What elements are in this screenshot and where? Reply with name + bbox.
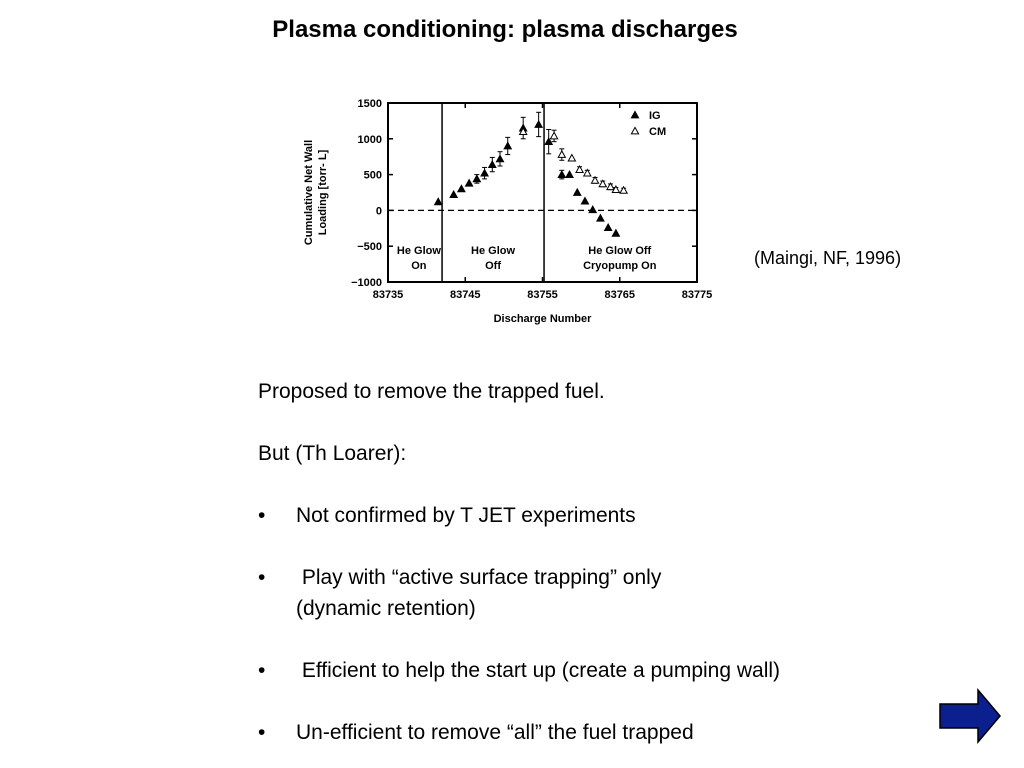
ig-point <box>558 171 565 177</box>
ig-point <box>605 224 612 230</box>
bullet-item <box>258 562 958 593</box>
bullet-text: Play with “active surface trapping” only <box>296 566 662 589</box>
ig-point <box>612 230 619 236</box>
ig-point <box>581 197 588 203</box>
bullet-continuation: (dynamic retention) <box>296 597 476 620</box>
cm-point <box>620 187 627 193</box>
ig-point <box>473 175 480 181</box>
ig-point <box>450 191 457 197</box>
cm-point <box>584 170 591 176</box>
bullet-item <box>258 717 958 748</box>
ig-point <box>597 215 604 221</box>
x-axis-label: Discharge Number <box>493 313 592 325</box>
ig-point <box>574 189 581 195</box>
ig-point <box>535 121 542 127</box>
wall-loading-chart <box>290 95 730 345</box>
bullet-marker: • <box>258 566 266 589</box>
bullet-text: Efficient to help the start up (create a pumping wall) <box>296 659 781 682</box>
x-tick-label: 83745 <box>449 289 481 301</box>
y-tick-label: 500 <box>363 169 382 182</box>
y-tick-label: 1500 <box>357 98 382 110</box>
bullet-marker: • <box>258 721 266 744</box>
x-tick-label: 83765 <box>604 289 636 301</box>
cm-point <box>576 166 583 172</box>
bullet-text: Not confirmed by T JET experiments <box>296 504 636 527</box>
slide-body <box>258 376 958 748</box>
y-tick-label: −1000 <box>351 277 382 289</box>
region-label: He Glow <box>471 245 516 257</box>
cm-point <box>568 155 575 161</box>
ig-point <box>504 142 511 148</box>
x-tick-label: 83755 <box>527 289 558 301</box>
ig-point <box>466 180 473 186</box>
region-label: He Glow Off <box>588 245 652 257</box>
region-label: He Glow <box>396 245 441 257</box>
x-tick-label: 83775 <box>681 289 713 301</box>
ig-point <box>589 206 596 212</box>
chart-labels <box>303 98 712 325</box>
bullet-marker: • <box>258 504 266 527</box>
cm-point <box>550 132 557 138</box>
x-tick-label: 83735 <box>372 289 404 301</box>
ig-point <box>566 171 573 177</box>
citation: (Maingi, NF, 1996) <box>754 248 902 268</box>
y-tick-label: 1000 <box>357 133 382 146</box>
ig-point <box>481 170 488 176</box>
cm-point <box>599 180 606 186</box>
cm-point <box>558 151 565 157</box>
slide-title: Plasma conditioning: plasma discharges <box>272 16 738 43</box>
region-label: Cryopump On <box>583 260 657 272</box>
y-axis-label: Cumulative Net Wall <box>303 139 315 246</box>
y-tick-label: 0 <box>375 205 382 218</box>
region-label: Off <box>485 260 502 272</box>
data-marks <box>435 111 639 236</box>
ig-point <box>458 185 465 191</box>
cm-point <box>591 177 598 183</box>
bullet-item <box>258 500 958 531</box>
next-slide-button[interactable] <box>938 688 1002 744</box>
legend-ig-label: IG <box>649 110 661 122</box>
bullet-text: Un-efficient to remove “all” the fuel trapped <box>296 721 694 744</box>
paragraph-proposed: Proposed to remove the trapped fuel. <box>258 380 605 403</box>
right-arrow-icon <box>938 688 1002 744</box>
ig-point <box>496 155 503 161</box>
bullet-item <box>258 655 958 686</box>
y-axis-label: Loading [torr- L] <box>317 149 329 236</box>
ig-point <box>435 198 442 204</box>
legend-cm-marker <box>631 127 638 133</box>
legend-cm-label: CM <box>649 126 667 138</box>
y-tick-label: −500 <box>357 241 382 254</box>
legend-ig-marker <box>631 111 638 117</box>
cm-point <box>607 183 614 189</box>
ig-point <box>489 161 496 167</box>
paragraph-but: But (Th Loarer): <box>258 442 407 465</box>
bullet-marker: • <box>258 659 266 682</box>
region-label: On <box>411 260 427 272</box>
